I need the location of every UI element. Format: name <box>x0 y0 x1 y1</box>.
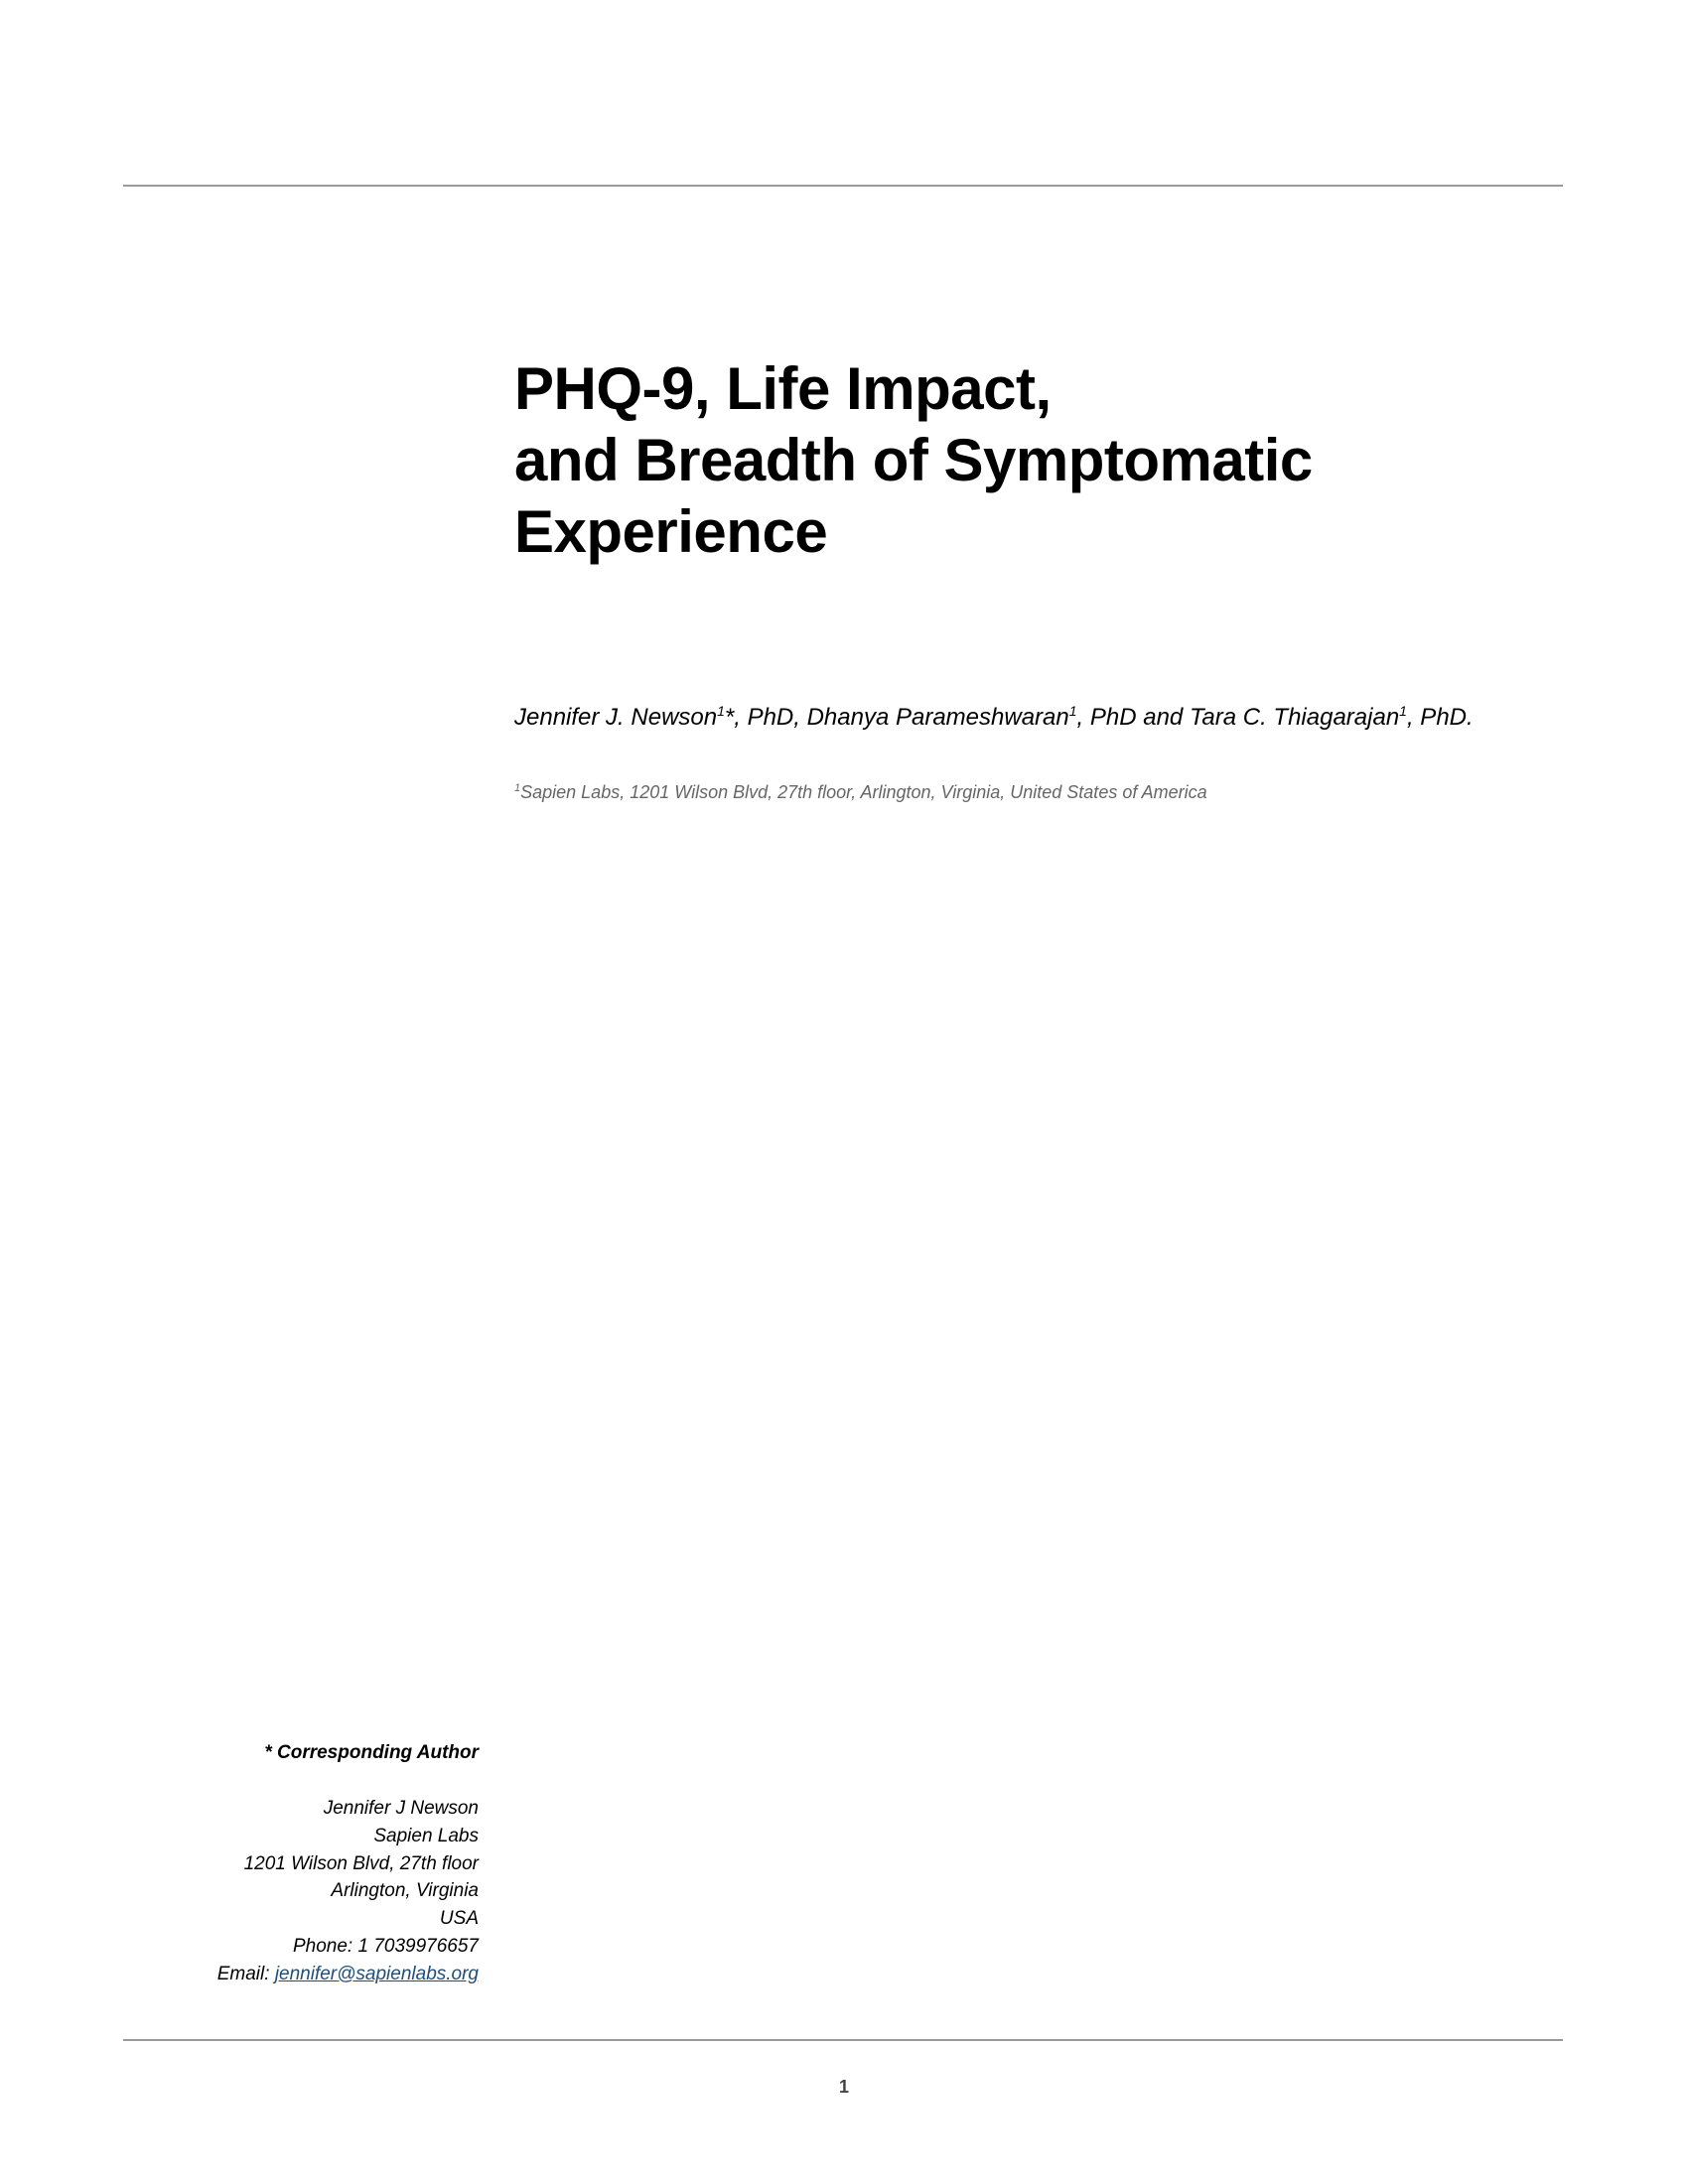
corresponding-phone: Phone: 1 7039976657 <box>292 1935 479 1957</box>
corresponding-email-row <box>62 1961 479 1988</box>
corresponding-author-heading: * Corresponding Author <box>264 1742 479 1763</box>
affiliation-marker: 1 <box>717 703 725 719</box>
author-suffix: , PhD. <box>1406 704 1474 731</box>
author-name: Jennifer J. Newson <box>514 704 718 731</box>
corresponding-org: Sapien Labs <box>373 1825 479 1846</box>
author-name: Tara C. Thiagarajan <box>1189 704 1400 731</box>
affiliation-marker: 1 <box>1399 703 1407 719</box>
affiliation <box>514 776 1607 804</box>
corresponding-country: USA <box>439 1908 479 1930</box>
author-list <box>514 695 1607 734</box>
header-rule <box>123 185 1563 187</box>
corresponding-name: Jennifer J Newson <box>323 1798 479 1819</box>
author-suffix: *, PhD, <box>724 704 807 731</box>
title-line: PHQ-9, Life Impact, <box>514 355 1052 422</box>
page-number: 1 <box>838 2077 849 2097</box>
email-link[interactable]: jennifer@sapienlabs.org <box>274 1963 479 1984</box>
paper-title <box>514 353 1607 568</box>
footer-rule <box>123 2039 1563 2041</box>
corresponding-street: 1201 Wilson Blvd, 27th floor <box>243 1852 479 1874</box>
author-name: Dhanya Parameshwaran <box>806 704 1069 731</box>
affiliation-text: Sapien Labs, 1201 Wilson Blvd, 27th floor, Arlington, Virginia, United States of America <box>520 782 1207 802</box>
title-line: Experience <box>514 498 828 565</box>
affiliation-marker: 1 <box>514 782 521 794</box>
email-label: Email: <box>216 1963 275 1984</box>
affiliation-marker: 1 <box>1068 703 1077 719</box>
corresponding-author-block <box>62 1739 479 1988</box>
author-suffix: , PhD and <box>1076 704 1190 731</box>
corresponding-city: Arlington, Virginia <box>331 1880 479 1902</box>
title-line: and Breadth of Symptomatic <box>514 427 1313 493</box>
